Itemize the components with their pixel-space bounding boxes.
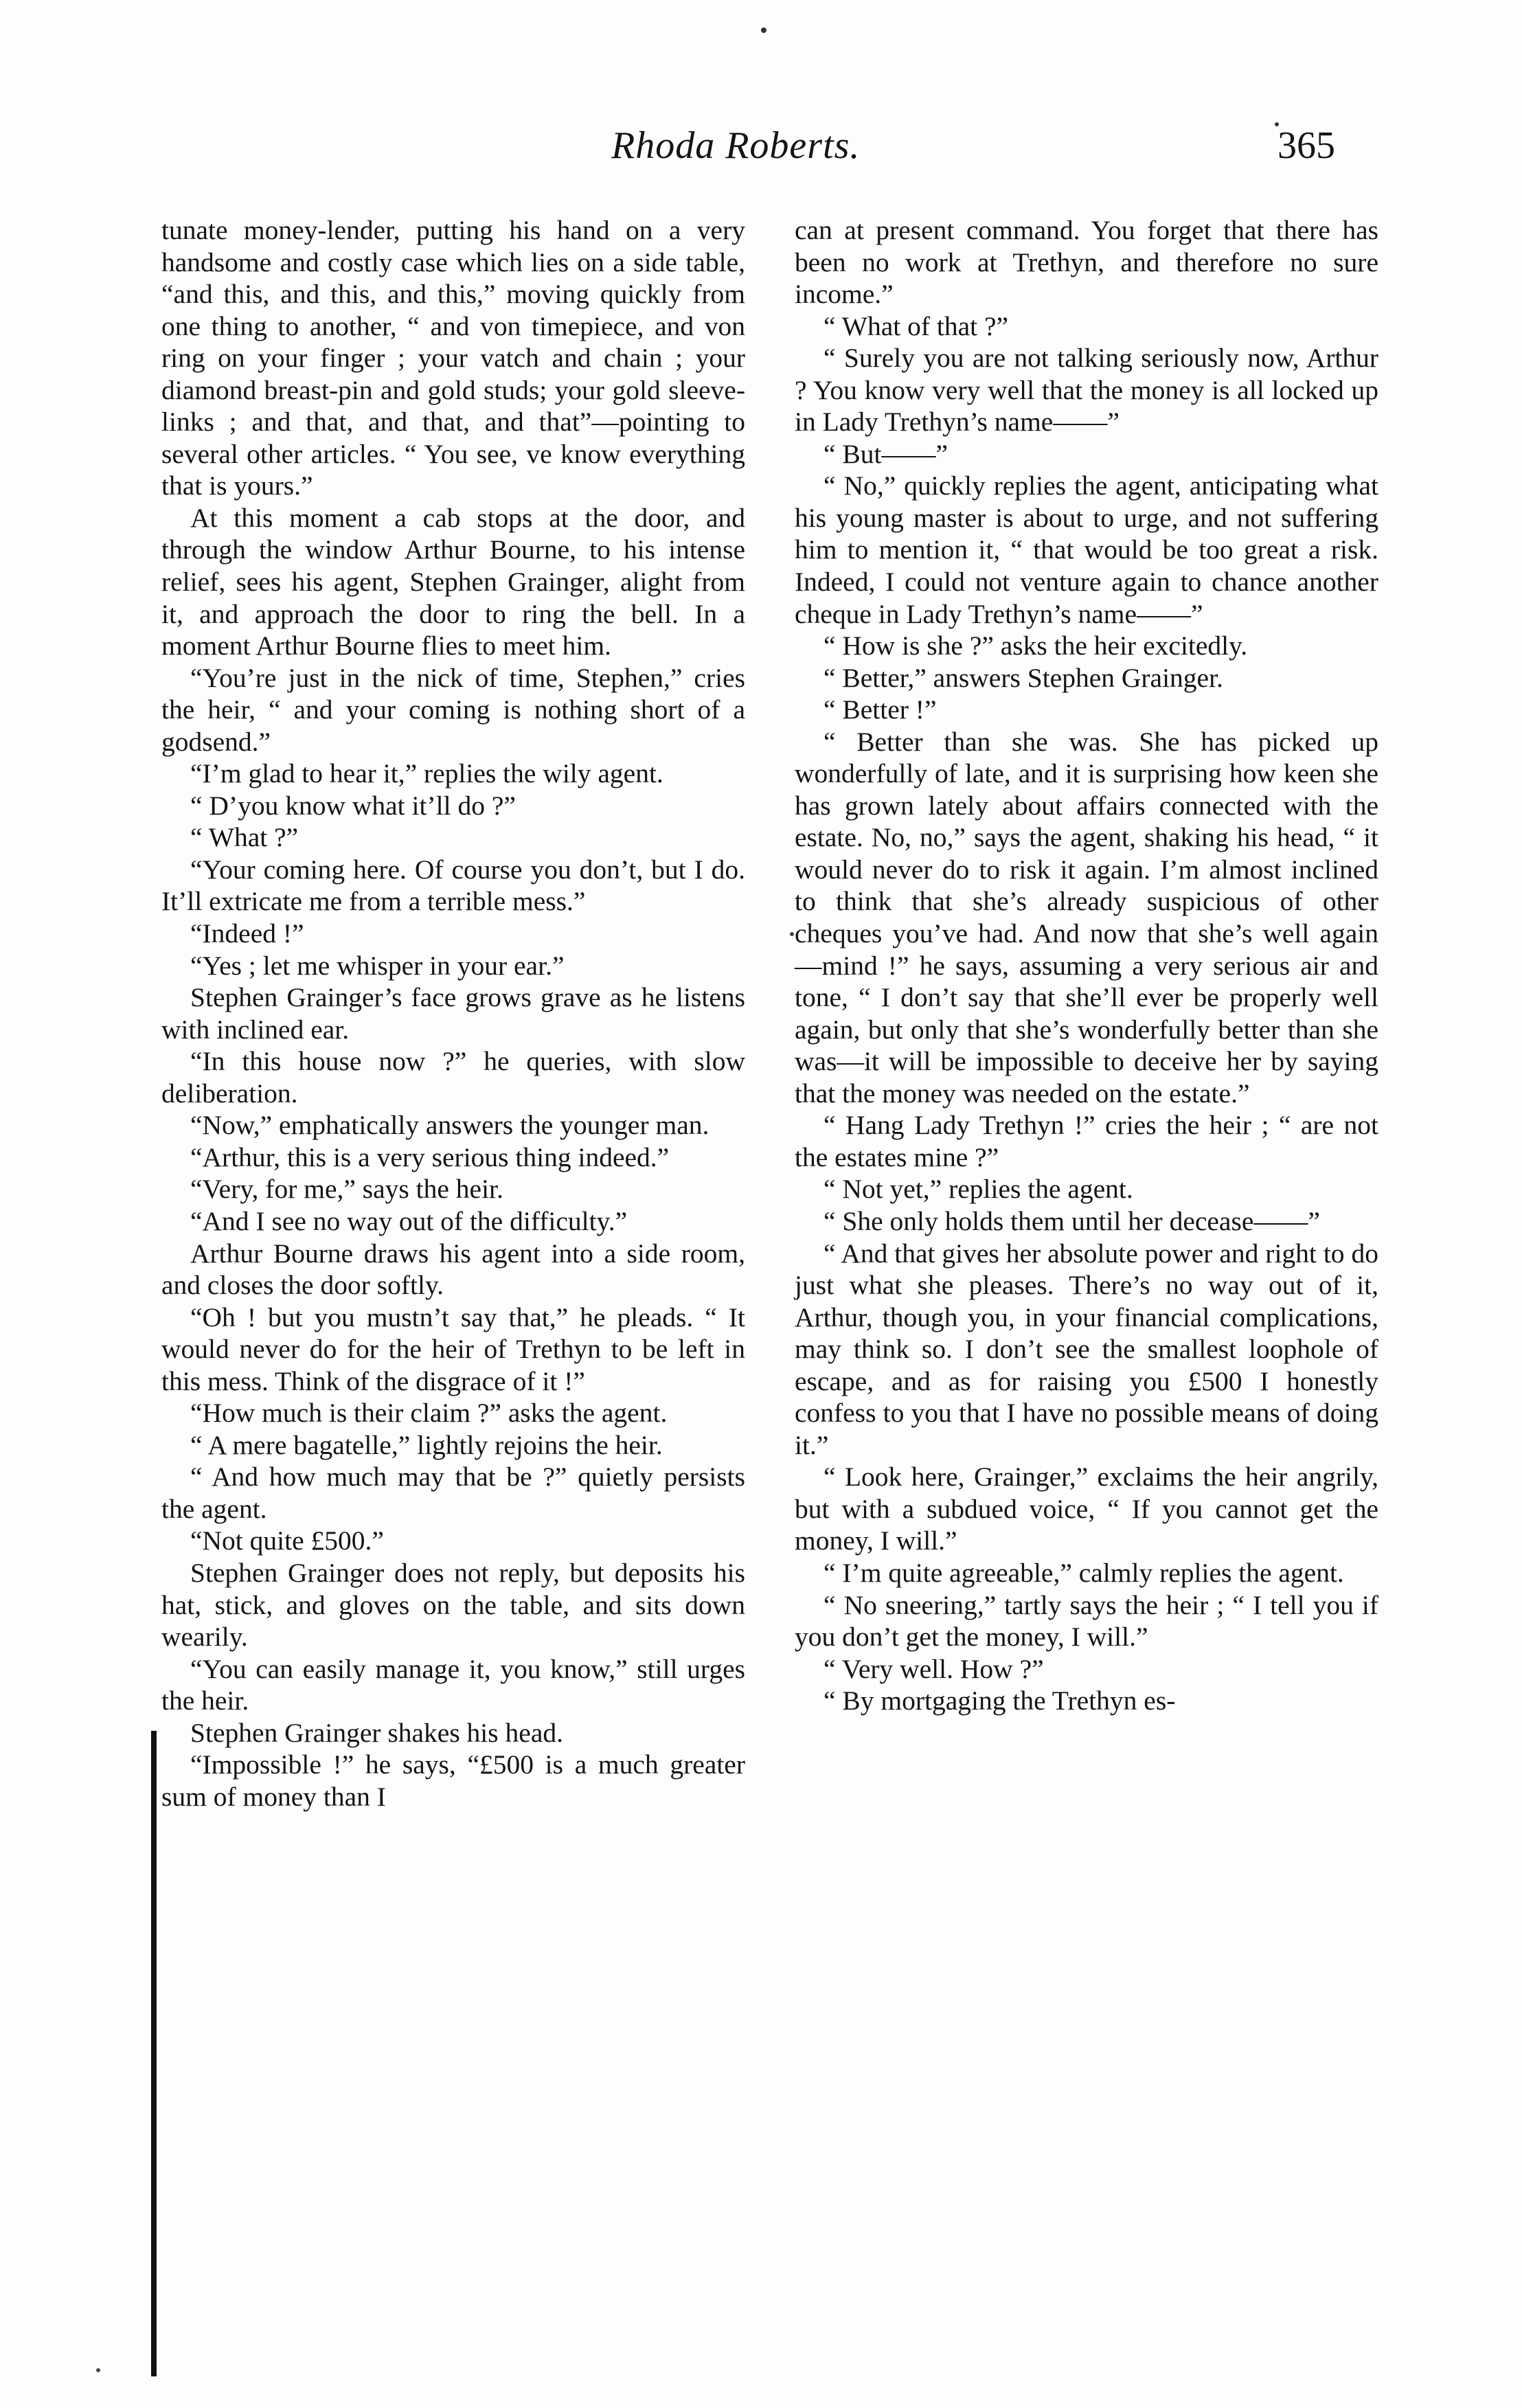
page-header <box>0 124 1522 179</box>
paragraph: tunate money-lender, putting his hand on a very handsome and costly case which lies on a side table, “and this, and this, and this,” moving quickly from one thing to another, “ and von timepiece, and von ring on your finger ; your vatch and chain ; your diamond breast-pin and gold studs; your gold sleeve-links ; and that, and that, and that”—pointing to several other articles. “ You see, ve know everything that is yours.” <box>161 215 745 501</box>
paragraph: “ And how much may that be ?” quietly persists the agent. <box>161 1462 745 1524</box>
left-column <box>161 214 745 1813</box>
running-title: Rhoda Roberts. <box>611 124 861 167</box>
paragraph: “Your coming here. Of course you don’t, but I do. It’ll extricate me from a terrible mess.” <box>161 854 745 917</box>
paragraph: “ Better !” <box>824 694 937 725</box>
paragraph: “ She only holds them until her decease——” <box>824 1205 1320 1236</box>
paragraph: can at present command. You forget that there has been no work at Trethyn, and therefore no sure income.” <box>795 215 1378 310</box>
paragraph: Stephen Grainger’s face grows grave as he listens with inclined ear. <box>161 982 745 1045</box>
paragraph: “Indeed !” <box>190 918 304 949</box>
paragraph: Arthur Bourne draws his agent into a side room, and closes the door softly. <box>161 1238 745 1301</box>
paragraph: “Very, for me,” says the heir. <box>190 1174 503 1205</box>
paragraph: “I’m glad to hear it,” replies the wily agent. <box>190 758 663 789</box>
margin-scan-line <box>151 1731 157 2376</box>
paragraph: “ Not yet,” replies the agent. <box>824 1174 1133 1205</box>
scan-speck <box>790 932 794 936</box>
paragraph: “ How is she ?” asks the heir excitedly. <box>824 631 1248 661</box>
paragraph: “And I see no way out of the difficulty.” <box>190 1205 628 1236</box>
paragraph: “ Very well. How ?” <box>824 1653 1044 1684</box>
paragraph: “Yes ; let me whisper in your ear.” <box>190 950 565 981</box>
paragraph: “Not quite £500.” <box>190 1525 384 1556</box>
page-number: 365 <box>1277 124 1335 167</box>
paragraph: “You’re just in the nick of time, Stephen,” cries the heir, “ and your coming is nothing short of a godsend.” <box>161 662 745 757</box>
paragraph: “ Surely you are not talking seriously now, Arthur ? You know very well that the money is all locked up in Lady Trethyn’s name——” <box>795 343 1378 438</box>
paragraph: “ And that gives her absolute power and right to do just what she pleases. There’s no way out of it, Arthur, though you, in your financial complications, may think so. I don’t see the smallest loophole of escape, and as for raising you £500 I honestly confess to you that I have no possible means of doing it.” <box>795 1238 1378 1460</box>
paragraph: “ No sneering,” tartly says the heir ; “ I tell you if you don’t get the money, I will.” <box>795 1589 1378 1652</box>
paragraph: “ Hang Lady Trethyn !” cries the heir ; “ are not the estates mine ?” <box>795 1110 1378 1172</box>
paragraph: “ What of that ?” <box>824 310 1009 341</box>
paragraph: “ Better,” answers Stephen Grainger. <box>824 662 1223 693</box>
paragraph: Stephen Grainger shakes his head. <box>190 1717 563 1748</box>
paragraph: “ Look here, Grainger,” exclaims the heir angrily, but with a subdued voice, “ If you cannot get the money, I will.” <box>795 1462 1378 1556</box>
paragraph: “ No,” quickly replies the agent, anticipating what his young master is about to urge, and not suffering him to mention it, “ that would be too great a risk. Indeed, I could not venture again to chance another cheque in Lady Trethyn’s name——” <box>795 470 1378 629</box>
paragraph: “ I’m quite agreeable,” calmly replies the agent. <box>824 1557 1344 1588</box>
paragraph: “ What ?” <box>190 822 299 853</box>
paragraph: “In this house now ?” he queries, with slow deliberation. <box>161 1046 745 1109</box>
paragraph: “ By mortgaging the Trethyn es- <box>824 1685 1176 1716</box>
paragraph: “ D’you know what it’ll do ?” <box>190 790 516 821</box>
right-column <box>795 214 1378 1717</box>
scan-speck <box>96 2368 100 2372</box>
paragraph: At this moment a cab stops at the door, and through the window Arthur Bourne, to his intense relief, sees his agent, Stephen Grainger, alight from it, and approach the door to ring the bell. In a moment Arthur Bourne flies to meet him. <box>161 502 745 661</box>
paragraph: “Arthur, this is a very serious thing indeed.” <box>190 1141 670 1172</box>
paragraph: Stephen Grainger does not reply, but deposits his hat, stick, and gloves on the table, and sits down wearily. <box>161 1557 745 1652</box>
paragraph: “ A mere bagatelle,” lightly rejoins the heir. <box>190 1429 663 1460</box>
paragraph: “How much is their claim ?” asks the agent. <box>190 1398 668 1429</box>
paragraph: “Now,” emphatically answers the younger man. <box>190 1110 709 1141</box>
paragraph: “Impossible !” he says, “£500 is a much greater sum of money than I <box>161 1749 745 1812</box>
paragraph: “Oh ! but you mustn’t say that,” he pleads. “ It would never do for the heir of Trethyn to be left in this mess. Think of the disgrace of it !” <box>161 1302 745 1396</box>
paragraph: “You can easily manage it, you know,” still urges the heir. <box>161 1653 745 1716</box>
paragraph: “ Better than she was. She has picked up wonderfully of late, and it is surprising how keen she has grown lately about affairs connected with the estate. No, no,” says the agent, shaking his head, “ it would never do to risk it again. I’m almost inclined to think that she’s already suspicious of other cheques you’ve had. And now that she’s well again —mind !” he says, assuming a very serious air and tone, “ I don’t say that she’ll ever be properly well again, but only that she’s wonderfully better than she was—it will be impossible to deceive her by saying that the money was needed on the estate.” <box>795 726 1378 1109</box>
page-mark <box>761 27 766 33</box>
paragraph: “ But——” <box>824 438 949 469</box>
